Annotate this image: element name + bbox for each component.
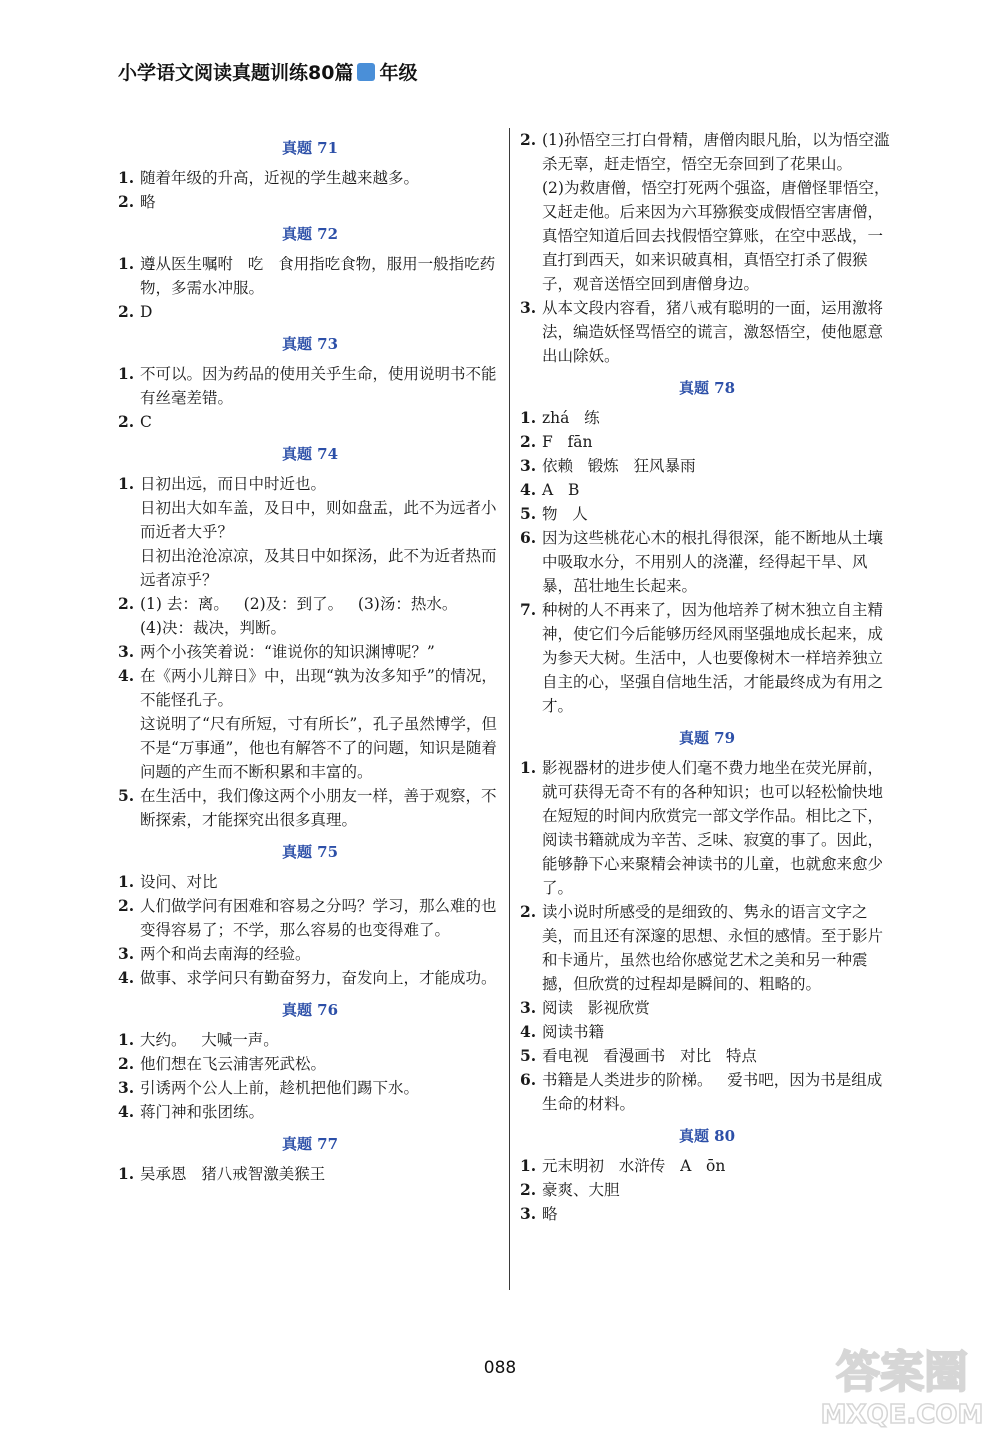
left-answer-column bbox=[118, 128, 502, 1186]
answer-text: 读小说时所感受的是细致的、隽永的语言文字之美，而且还有深邃的思想、永恒的感情。至于影片和卡通片，虽然也给你感觉艺术之美和另一种震撼，但欣赏的过程却是瞬间的、粗略的。 bbox=[542, 903, 884, 993]
answer-text: 不可以。因为药品的使用关乎生命，使用说明书不能有丝毫差错。 bbox=[140, 365, 497, 407]
watermark-logo bbox=[815, 1335, 990, 1430]
answer-item bbox=[118, 362, 502, 410]
answer-text: 略 bbox=[140, 193, 156, 211]
answer-number: 4. bbox=[118, 1102, 135, 1121]
answer-text: 元末明初 水浒传 A ōn bbox=[542, 1157, 726, 1175]
answer-text: 做事、求学问只有勤奋努力，奋发向上，才能成功。 bbox=[140, 969, 497, 987]
section-title: 真题 76 bbox=[281, 1001, 339, 1019]
answer-text: 大约。 大喊一声。 bbox=[140, 1031, 279, 1049]
answer-item bbox=[520, 598, 894, 718]
answer-number: 2. bbox=[118, 896, 135, 915]
answer-text: 引诱两个公人上前，趁机把他们踢下水。 bbox=[140, 1079, 420, 1097]
answer-item bbox=[520, 502, 894, 526]
answer-item bbox=[118, 664, 502, 784]
answer-item bbox=[520, 296, 894, 368]
answer-item bbox=[520, 1020, 894, 1044]
answer-number: 4. bbox=[118, 666, 135, 685]
answer-item bbox=[118, 410, 502, 434]
answer-item bbox=[118, 166, 502, 190]
answer-text: 设问、对比 bbox=[140, 873, 218, 891]
answer-text: 豪爽、大胆 bbox=[542, 1181, 620, 1199]
answer-number: 3. bbox=[118, 642, 135, 661]
answer-item bbox=[520, 430, 894, 454]
answer-text: 影视器材的进步使人们毫不费力地坐在荧光屏前，就可获得无奇不有的各种知识；也可以轻松愉快地在短短的时间内欣赏完一部文学作品。相比之下，阅读书籍就成为辛苦、乏味、寂寞的事了。因此，能够静下心来聚精会神读书的儿童，也就愈来愈少了。 bbox=[542, 759, 884, 897]
answer-text: 随着年级的升高，近视的学生越来越多。 bbox=[140, 169, 420, 187]
answer-number: 3. bbox=[520, 998, 537, 1017]
section-title: 真题 78 bbox=[678, 379, 736, 397]
answer-number: 2. bbox=[520, 1180, 537, 1199]
answer-number: 3. bbox=[118, 1078, 135, 1097]
answer-item bbox=[118, 592, 502, 640]
answer-text: (1) 去：离。 (2)及：到了。 (3)汤：热水。 (4)决：裁决，判断。 bbox=[140, 595, 458, 637]
answer-number: 2. bbox=[118, 594, 135, 613]
answer-number: 3. bbox=[118, 944, 135, 963]
answer-text: 人们做学问有困难和容易之分吗？学习，那么难的也变得容易了；不学，那么容易的也变得难了。 bbox=[140, 897, 497, 939]
answer-item bbox=[520, 1044, 894, 1068]
answer-number: 4. bbox=[118, 968, 135, 987]
answer-text: 物 人 bbox=[542, 505, 588, 523]
answer-item bbox=[520, 478, 894, 502]
answer-item bbox=[118, 942, 502, 966]
answer-text: zhá 练 bbox=[542, 409, 600, 427]
answer-item bbox=[118, 1028, 502, 1052]
answer-number: 3. bbox=[520, 456, 537, 475]
answer-item bbox=[520, 900, 894, 996]
answer-number: 2. bbox=[520, 432, 537, 451]
answer-text: 种树的人不再来了，因为他培养了树木独立自主精神，使它们今后能够历经风雨坚强地成长起来，成为参天大树。生活中，人也要像树木一样培养独立自主的心，坚强自信地生活，才能最终成为有用之才。 bbox=[542, 601, 884, 715]
answer-number: 5. bbox=[520, 504, 537, 523]
answer-text: 两个和尚去南海的经验。 bbox=[140, 945, 311, 963]
section-title: 真题 80 bbox=[678, 1127, 736, 1145]
answer-text: 依赖 锻炼 狂风暴雨 bbox=[542, 457, 696, 475]
answer-item bbox=[118, 1052, 502, 1076]
answer-text: 日初出远，而日中时近也。 日初出大如车盖，及日中，则如盘盂，此不为远者小而近者大乎？ 日初出沧沧凉凉，及其日中如探汤，此不为近者热而远者凉乎？ bbox=[140, 475, 497, 589]
answer-number: 4. bbox=[520, 480, 537, 499]
answer-text: 从本文段内容看，猪八戒有聪明的一面，运用激将法，编造妖怪骂悟空的谎言，激怒悟空，使他愿意出山除妖。 bbox=[542, 299, 884, 365]
watermark-text: 答案圈 bbox=[836, 1347, 968, 1398]
answer-item bbox=[118, 784, 502, 832]
answer-text: (1)孙悟空三打白骨精，唐僧肉眼凡胎，以为悟空滥杀无辜，赶走悟空，悟空无奈回到了花果山。 (2)为救唐僧，悟空打死两个强盗，唐僧怪罪悟空，又赶走他。后来因为六耳猕猴变成假悟空害唐僧，真悟空知道后回去找假悟空算账，在空中恶战，一直打到西天，如来识破真相，真悟空打杀了假猴子，观音送悟空回到唐僧身边。 bbox=[542, 131, 890, 293]
answer-text: 在生活中，我们像这两个小朋友一样，善于观察，不断探索，才能探究出很多真理。 bbox=[140, 787, 497, 829]
answer-item bbox=[118, 870, 502, 894]
answer-number: 6. bbox=[520, 528, 537, 547]
answer-item bbox=[520, 1154, 894, 1178]
watermark-url: MXQE.COM bbox=[820, 1400, 984, 1430]
answer-number: 2. bbox=[118, 192, 135, 211]
answer-number: 1. bbox=[118, 364, 135, 383]
answer-item bbox=[118, 966, 502, 990]
answer-number: 1. bbox=[520, 1156, 537, 1175]
answer-item bbox=[118, 1100, 502, 1124]
answer-text: C bbox=[140, 413, 152, 431]
answer-text: 阅读书籍 bbox=[542, 1023, 605, 1041]
answer-text: 在《两小儿辩日》中，出现“孰为汝多知乎”的情况，不能怪孔子。 这说明了“尺有所短，寸有所长”，孔子虽然博学，但不是“万事通”，他也有解答不了的问题，知识是随着问题的产生而不断积累和丰富的。 bbox=[140, 667, 497, 781]
answer-item bbox=[520, 1068, 894, 1116]
section-title: 真题 75 bbox=[281, 843, 339, 861]
answer-text: 吴承恩 猪八戒智激美猴王 bbox=[140, 1165, 326, 1183]
page-header bbox=[118, 58, 417, 85]
answer-number: 5. bbox=[118, 786, 135, 805]
answer-number: 1. bbox=[118, 168, 135, 187]
answer-number: 4. bbox=[520, 1022, 537, 1041]
answer-item bbox=[118, 1076, 502, 1100]
right-answer-column bbox=[520, 128, 894, 1226]
answer-item bbox=[520, 526, 894, 598]
answer-number: 2. bbox=[118, 412, 135, 431]
answer-number: 7. bbox=[520, 600, 537, 619]
grade-badge bbox=[357, 63, 375, 81]
answer-number: 3. bbox=[520, 1204, 537, 1223]
answer-item bbox=[118, 472, 502, 592]
answer-number: 1. bbox=[118, 254, 135, 273]
answer-text: 看电视 看漫画书 对比 特点 bbox=[542, 1047, 757, 1065]
grade-label: 年级 bbox=[379, 62, 418, 84]
answer-number: 2. bbox=[118, 1054, 135, 1073]
answer-item bbox=[118, 894, 502, 942]
column-divider bbox=[509, 128, 510, 1290]
answer-item bbox=[520, 128, 894, 296]
answer-number: 2. bbox=[118, 302, 135, 321]
answer-number: 2. bbox=[520, 130, 537, 149]
answer-text: 两个小孩笑着说：“谁说你的知识渊博呢？” bbox=[140, 643, 435, 661]
answer-item bbox=[118, 640, 502, 664]
answer-item bbox=[118, 1162, 502, 1186]
answer-item bbox=[520, 406, 894, 430]
section-title: 真题 73 bbox=[281, 335, 339, 353]
answer-number: 2. bbox=[520, 902, 537, 921]
answer-number: 1. bbox=[118, 474, 135, 493]
answer-number: 1. bbox=[520, 408, 537, 427]
answer-text: 因为这些桃花心木的根扎得很深，能不断地从土壤中吸取水分，不用别人的浇灌，经得起干旱、风暴，茁壮地生长起来。 bbox=[542, 529, 884, 595]
section-title: 真题 77 bbox=[281, 1135, 339, 1153]
answer-number: 1. bbox=[118, 1164, 135, 1183]
answer-text: F fān bbox=[542, 433, 593, 451]
answer-item bbox=[520, 1202, 894, 1226]
section-title: 真题 71 bbox=[281, 139, 339, 157]
answer-text: 略 bbox=[542, 1205, 558, 1223]
answer-number: 6. bbox=[520, 1070, 537, 1089]
answer-item bbox=[118, 190, 502, 214]
answer-number: 1. bbox=[118, 1030, 135, 1049]
answer-item bbox=[520, 454, 894, 478]
answer-number: 1. bbox=[118, 872, 135, 891]
answer-text: 他们想在飞云浦害死武松。 bbox=[140, 1055, 327, 1073]
answer-item bbox=[520, 996, 894, 1020]
answer-item bbox=[118, 300, 502, 324]
answer-number: 5. bbox=[520, 1046, 537, 1065]
answer-text: 遵从医生嘱咐 吃 食用指吃食物，服用一般指吃药物，多需水冲服。 bbox=[140, 255, 496, 297]
answer-text: 书籍是人类进步的阶梯。 爱书吧，因为书是组成生命的材料。 bbox=[542, 1071, 883, 1113]
section-title: 真题 74 bbox=[281, 445, 339, 463]
answer-text: 蒋门神和张团练。 bbox=[140, 1103, 265, 1121]
answer-text: 阅读 影视欣赏 bbox=[542, 999, 650, 1017]
page-number: 088 bbox=[483, 1358, 517, 1378]
answer-item bbox=[520, 756, 894, 900]
answer-item bbox=[118, 252, 502, 300]
answer-text: A B bbox=[542, 481, 580, 499]
answer-number: 3. bbox=[520, 298, 537, 317]
answer-number: 1. bbox=[520, 758, 537, 777]
section-title: 真题 79 bbox=[678, 729, 736, 747]
answer-text: D bbox=[140, 303, 153, 321]
book-title: 小学语文阅读真题训练80篇 bbox=[118, 62, 354, 84]
section-title: 真题 72 bbox=[281, 225, 339, 243]
answer-item bbox=[520, 1178, 894, 1202]
